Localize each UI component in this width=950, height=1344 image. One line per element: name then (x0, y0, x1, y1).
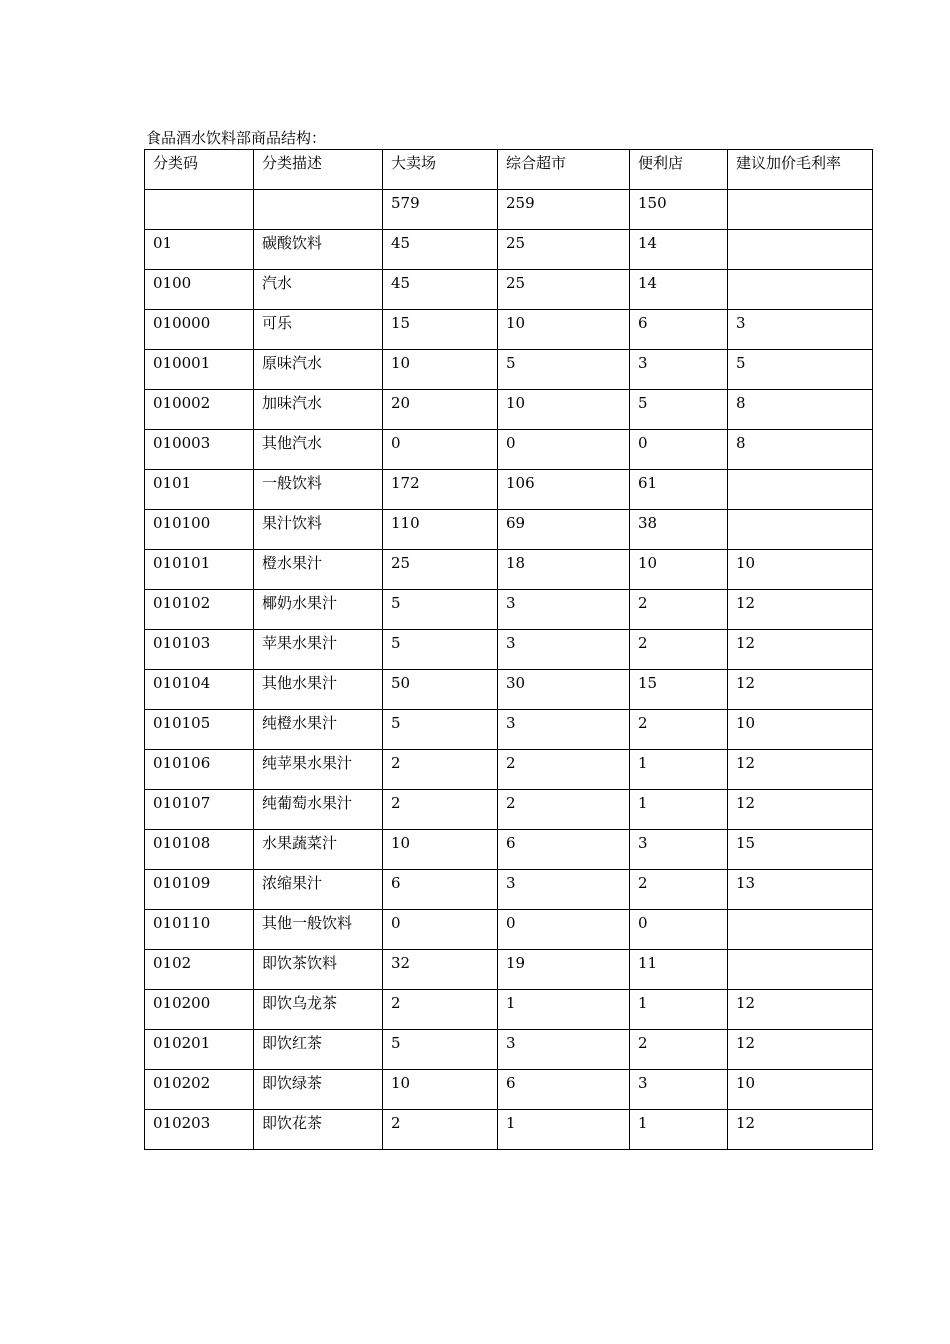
cell-category-code: 010105 (145, 710, 254, 750)
cell-category-code: 010001 (145, 350, 254, 390)
cell-suggested-margin: 3 (728, 310, 873, 350)
cell-hypermarket: 579 (383, 190, 498, 230)
cell-category-description: 纯葡萄水果汁 (254, 790, 383, 830)
cell-hypermarket: 6 (383, 870, 498, 910)
cell-category-code: 010003 (145, 430, 254, 470)
cell-supermarket: 10 (498, 390, 630, 430)
cell-hypermarket: 10 (383, 350, 498, 390)
cell-category-code: 010108 (145, 830, 254, 870)
cell-hypermarket: 172 (383, 470, 498, 510)
cell-category-code: 0101 (145, 470, 254, 510)
cell-category-code: 010201 (145, 1030, 254, 1070)
cell-supermarket: 18 (498, 550, 630, 590)
cell-category-code: 010000 (145, 310, 254, 350)
cell-category-code: 0102 (145, 950, 254, 990)
cell-category-code (145, 190, 254, 230)
cell-convenience-store: 3 (630, 350, 728, 390)
cell-hypermarket: 2 (383, 990, 498, 1030)
cell-supermarket: 1 (498, 990, 630, 1030)
cell-hypermarket: 2 (383, 750, 498, 790)
cell-category-description: 橙水果汁 (254, 550, 383, 590)
cell-supermarket: 259 (498, 190, 630, 230)
cell-category-code: 010202 (145, 1070, 254, 1110)
table-row (145, 830, 873, 870)
cell-category-code: 010002 (145, 390, 254, 430)
table-row (145, 230, 873, 270)
cell-supermarket: 25 (498, 230, 630, 270)
cell-hypermarket: 5 (383, 710, 498, 750)
header-category-code: 分类码 (145, 150, 254, 190)
cell-convenience-store: 5 (630, 390, 728, 430)
cell-supermarket: 10 (498, 310, 630, 350)
cell-suggested-margin (728, 270, 873, 310)
cell-convenience-store: 1 (630, 750, 728, 790)
cell-supermarket: 3 (498, 1030, 630, 1070)
cell-suggested-margin: 13 (728, 870, 873, 910)
cell-category-description: 浓缩果汁 (254, 870, 383, 910)
cell-supermarket: 1 (498, 1110, 630, 1150)
cell-category-description: 原味汽水 (254, 350, 383, 390)
cell-category-code: 01 (145, 230, 254, 270)
cell-suggested-margin (728, 950, 873, 990)
cell-convenience-store: 38 (630, 510, 728, 550)
cell-category-description: 苹果水果汁 (254, 630, 383, 670)
cell-suggested-margin: 8 (728, 390, 873, 430)
cell-category-code: 010101 (145, 550, 254, 590)
table-row (145, 350, 873, 390)
document-title: 食品酒水饮料部商品结构： (146, 129, 327, 147)
cell-category-description: 水果蔬菜汁 (254, 830, 383, 870)
cell-category-code: 010109 (145, 870, 254, 910)
cell-supermarket: 106 (498, 470, 630, 510)
table-row (145, 990, 873, 1030)
cell-category-description: 即饮茶饮料 (254, 950, 383, 990)
cell-suggested-margin: 10 (728, 1070, 873, 1110)
header-suggested-margin: 建议加价毛利率 (728, 150, 873, 190)
cell-hypermarket: 5 (383, 1030, 498, 1070)
table-header-row (145, 150, 873, 190)
cell-hypermarket: 2 (383, 790, 498, 830)
cell-convenience-store: 0 (630, 430, 728, 470)
cell-suggested-margin (728, 230, 873, 270)
cell-category-description: 汽水 (254, 270, 383, 310)
table-row (145, 270, 873, 310)
cell-suggested-margin: 12 (728, 990, 873, 1030)
cell-category-code: 010106 (145, 750, 254, 790)
cell-supermarket: 3 (498, 590, 630, 630)
cell-category-description: 即饮绿茶 (254, 1070, 383, 1110)
cell-supermarket: 3 (498, 710, 630, 750)
cell-convenience-store: 0 (630, 910, 728, 950)
table-row (145, 190, 873, 230)
table-row (145, 950, 873, 990)
cell-supermarket: 3 (498, 870, 630, 910)
cell-convenience-store: 2 (630, 1030, 728, 1070)
table-row (145, 670, 873, 710)
cell-category-description: 果汁饮料 (254, 510, 383, 550)
cell-hypermarket: 10 (383, 830, 498, 870)
cell-supermarket: 19 (498, 950, 630, 990)
table-row (145, 1030, 873, 1070)
table-row (145, 390, 873, 430)
cell-suggested-margin: 10 (728, 550, 873, 590)
table-row (145, 750, 873, 790)
cell-hypermarket: 5 (383, 630, 498, 670)
header-convenience-store: 便利店 (630, 150, 728, 190)
cell-convenience-store: 2 (630, 710, 728, 750)
cell-category-description: 即饮花茶 (254, 1110, 383, 1150)
cell-convenience-store: 1 (630, 990, 728, 1030)
cell-supermarket: 2 (498, 790, 630, 830)
cell-category-description: 其他汽水 (254, 430, 383, 470)
cell-category-code: 010104 (145, 670, 254, 710)
cell-category-code: 010107 (145, 790, 254, 830)
cell-supermarket: 2 (498, 750, 630, 790)
cell-suggested-margin: 12 (728, 1030, 873, 1070)
cell-convenience-store: 14 (630, 270, 728, 310)
cell-supermarket: 25 (498, 270, 630, 310)
table-row (145, 630, 873, 670)
cell-category-code: 010110 (145, 910, 254, 950)
cell-suggested-margin: 5 (728, 350, 873, 390)
cell-category-description: 纯橙水果汁 (254, 710, 383, 750)
category-structure-table (144, 149, 873, 1150)
table-row (145, 510, 873, 550)
table-row (145, 310, 873, 350)
header-category-description: 分类描述 (254, 150, 383, 190)
cell-category-description: 碳酸饮料 (254, 230, 383, 270)
cell-convenience-store: 2 (630, 630, 728, 670)
cell-hypermarket: 45 (383, 230, 498, 270)
cell-supermarket: 6 (498, 1070, 630, 1110)
cell-suggested-margin: 15 (728, 830, 873, 870)
cell-convenience-store: 3 (630, 830, 728, 870)
cell-supermarket: 30 (498, 670, 630, 710)
cell-suggested-margin: 8 (728, 430, 873, 470)
cell-hypermarket: 0 (383, 910, 498, 950)
cell-category-code: 0100 (145, 270, 254, 310)
cell-hypermarket: 10 (383, 1070, 498, 1110)
cell-suggested-margin: 12 (728, 1110, 873, 1150)
cell-category-code: 010100 (145, 510, 254, 550)
table-row (145, 1070, 873, 1110)
cell-suggested-margin (728, 190, 873, 230)
table-body (145, 150, 873, 1150)
cell-convenience-store: 1 (630, 1110, 728, 1150)
table-row (145, 470, 873, 510)
cell-suggested-margin: 12 (728, 590, 873, 630)
cell-category-description: 一般饮料 (254, 470, 383, 510)
cell-hypermarket: 15 (383, 310, 498, 350)
cell-hypermarket: 110 (383, 510, 498, 550)
cell-category-description: 可乐 (254, 310, 383, 350)
cell-hypermarket: 0 (383, 430, 498, 470)
cell-hypermarket: 25 (383, 550, 498, 590)
cell-convenience-store: 15 (630, 670, 728, 710)
cell-supermarket: 0 (498, 910, 630, 950)
cell-suggested-margin: 12 (728, 790, 873, 830)
cell-convenience-store: 1 (630, 790, 728, 830)
cell-category-code: 010203 (145, 1110, 254, 1150)
cell-suggested-margin (728, 910, 873, 950)
header-hypermarket: 大卖场 (383, 150, 498, 190)
cell-hypermarket: 20 (383, 390, 498, 430)
cell-convenience-store: 14 (630, 230, 728, 270)
cell-supermarket: 0 (498, 430, 630, 470)
cell-convenience-store: 10 (630, 550, 728, 590)
cell-category-code: 010200 (145, 990, 254, 1030)
table-row (145, 910, 873, 950)
cell-convenience-store: 2 (630, 590, 728, 630)
cell-category-code: 010102 (145, 590, 254, 630)
cell-category-description: 即饮红茶 (254, 1030, 383, 1070)
cell-convenience-store: 3 (630, 1070, 728, 1110)
cell-hypermarket: 32 (383, 950, 498, 990)
cell-convenience-store: 61 (630, 470, 728, 510)
cell-hypermarket: 5 (383, 590, 498, 630)
cell-hypermarket: 50 (383, 670, 498, 710)
cell-category-description (254, 190, 383, 230)
cell-convenience-store: 11 (630, 950, 728, 990)
table-row (145, 870, 873, 910)
cell-suggested-margin: 12 (728, 750, 873, 790)
cell-hypermarket: 45 (383, 270, 498, 310)
cell-category-description: 椰奶水果汁 (254, 590, 383, 630)
cell-suggested-margin: 12 (728, 630, 873, 670)
cell-supermarket: 6 (498, 830, 630, 870)
cell-category-description: 纯苹果水果汁 (254, 750, 383, 790)
cell-suggested-margin (728, 470, 873, 510)
cell-supermarket: 3 (498, 630, 630, 670)
table-row (145, 550, 873, 590)
cell-suggested-margin (728, 510, 873, 550)
cell-category-description: 其他一般饮料 (254, 910, 383, 950)
cell-suggested-margin: 12 (728, 670, 873, 710)
table-row (145, 710, 873, 750)
cell-suggested-margin: 10 (728, 710, 873, 750)
cell-category-description: 其他水果汁 (254, 670, 383, 710)
cell-category-description: 即饮乌龙茶 (254, 990, 383, 1030)
table-row (145, 1110, 873, 1150)
cell-hypermarket: 2 (383, 1110, 498, 1150)
cell-convenience-store: 6 (630, 310, 728, 350)
cell-supermarket: 5 (498, 350, 630, 390)
cell-supermarket: 69 (498, 510, 630, 550)
cell-convenience-store: 2 (630, 870, 728, 910)
cell-convenience-store: 150 (630, 190, 728, 230)
table-row (145, 790, 873, 830)
table-row (145, 590, 873, 630)
header-supermarket: 综合超市 (498, 150, 630, 190)
table-row (145, 430, 873, 470)
cell-category-code: 010103 (145, 630, 254, 670)
cell-category-description: 加味汽水 (254, 390, 383, 430)
